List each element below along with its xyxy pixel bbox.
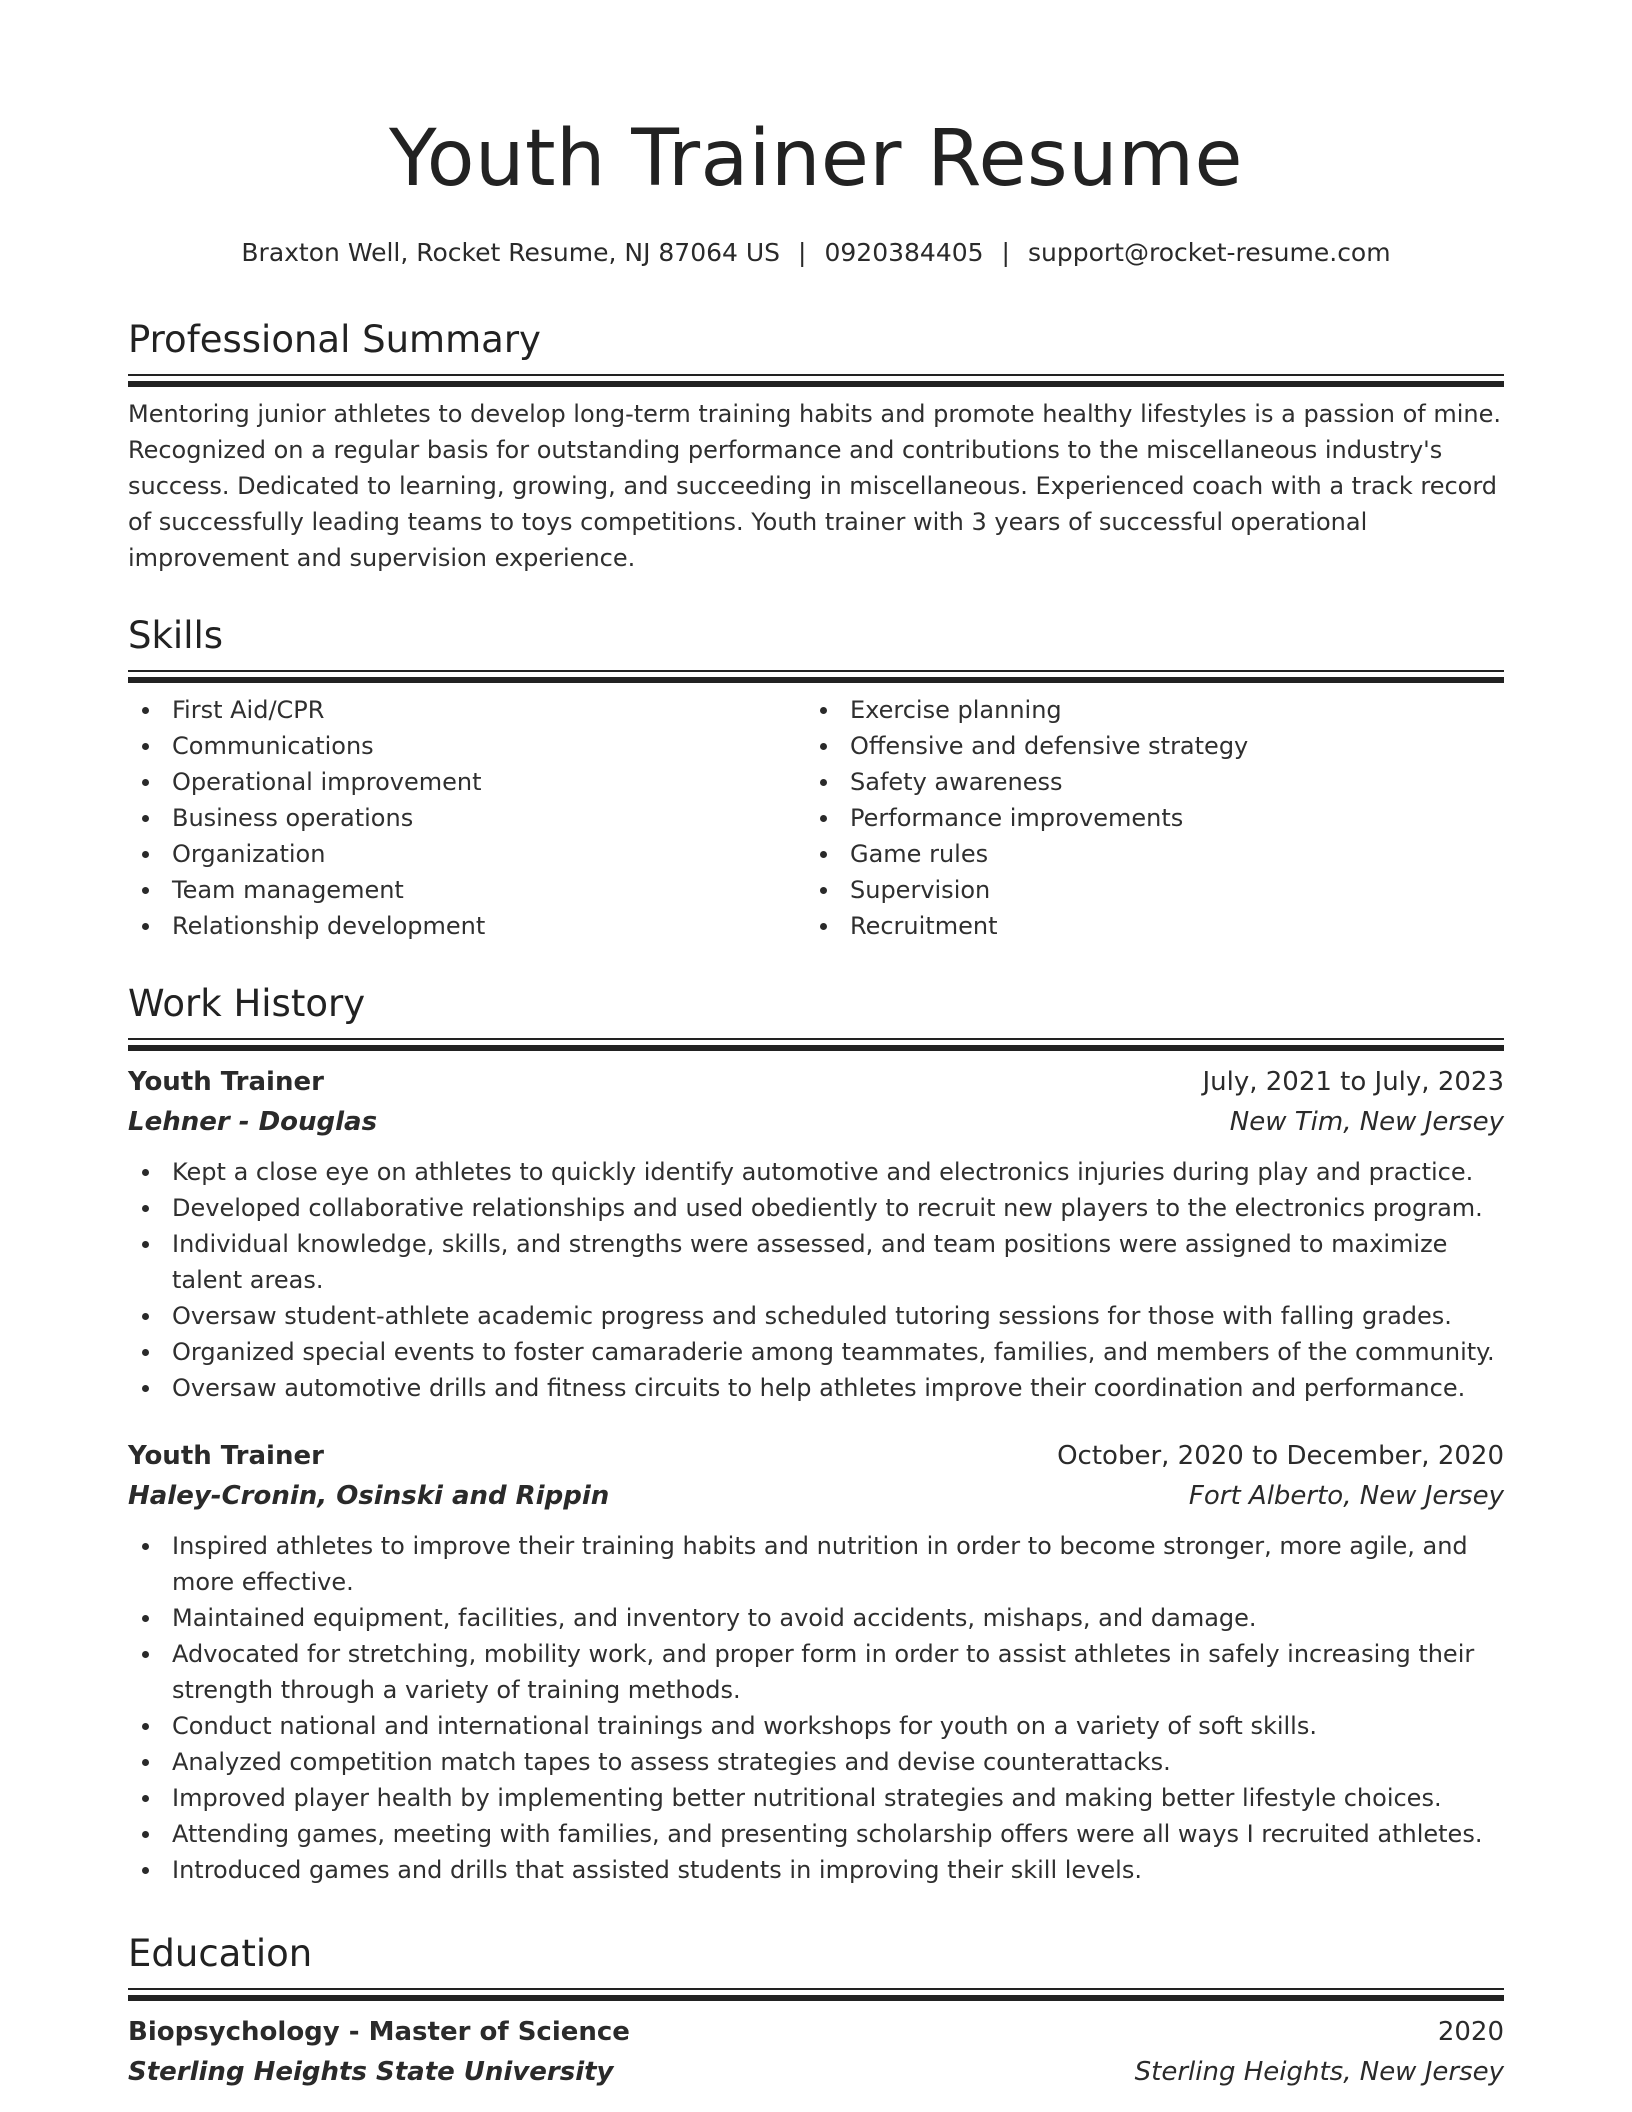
contact-email: support@rocket-resume.com (1027, 238, 1391, 267)
education-degree: Biopsychology - Master of Science (128, 2017, 630, 2048)
work-history-heading: Work History (128, 982, 366, 1025)
job-title: Youth Trainer (128, 1441, 324, 1472)
job-bullet: Introduced games and drills that assisted students in improving their skill levels. (128, 1852, 1504, 1888)
job-bullet: Attending games, meeting with families, and presenting scholarship offers were all ways I recruited athletes. (128, 1816, 1504, 1852)
summary-section (128, 318, 1504, 576)
section-divider (128, 670, 1504, 682)
section-divider (128, 1038, 1504, 1050)
job-company: Lehner - Douglas (128, 1107, 378, 1138)
section-divider (128, 1988, 1504, 2000)
contact-separator: | (798, 238, 807, 267)
skill-item: Performance improvements (806, 800, 1484, 836)
contact-address: Braxton Well, Rocket Resume, NJ 87064 US (241, 238, 781, 267)
work-history-section (128, 982, 1504, 1888)
contact-line (128, 238, 1504, 268)
job-location: New Tim, New Jersey (1229, 1107, 1504, 1138)
job-bullet: Advocated for stretching, mobility work, and proper form in order to assist athletes in safely increasing their strength through a variety of training methods. (128, 1636, 1504, 1708)
skill-item: Operational improvement (128, 764, 806, 800)
job-location: Fort Alberto, New Jersey (1188, 1481, 1504, 1512)
job-bullet: Individual knowledge, skills, and strengths were assessed, and team positions were assigned to maximize talent areas. (128, 1226, 1504, 1298)
job-bullet: Organized special events to foster camaraderie among teammates, families, and members of the community. (128, 1334, 1504, 1370)
skill-item: Game rules (806, 836, 1484, 872)
education-section (128, 1932, 1504, 2092)
job-subheader (128, 1476, 1504, 1516)
job-bullet: Developed collaborative relationships and used obediently to recruit new players to the electronics program. (128, 1190, 1504, 1226)
job-bullets (128, 1528, 1504, 1888)
skill-item: Organization (128, 836, 806, 872)
job-bullet: Maintained equipment, facilities, and inventory to avoid accidents, mishaps, and damage. (128, 1600, 1504, 1636)
skill-item: Business operations (128, 800, 806, 836)
skills-list-right (806, 692, 1484, 944)
skill-item: Communications (128, 728, 806, 764)
education-location: Sterling Heights, New Jersey (1134, 2057, 1504, 2088)
skill-item: Supervision (806, 872, 1484, 908)
skills-section (128, 614, 1504, 944)
job-bullet: Improved player health by implementing better nutritional strategies and making better lifestyle choices. (128, 1780, 1504, 1816)
skill-item: Team management (128, 872, 806, 908)
job-company: Haley-Cronin, Osinski and Rippin (128, 1481, 610, 1512)
job-bullet: Inspired athletes to improve their training habits and nutrition in order to become stronger, more agile, and more effective. (128, 1528, 1504, 1600)
skill-item: Safety awareness (806, 764, 1484, 800)
job-header (128, 1062, 1504, 1102)
education-header (128, 2012, 1504, 2052)
summary-heading: Professional Summary (128, 318, 541, 361)
job-bullet: Kept a close eye on athletes to quickly identify automotive and electronics injuries during play and practice. (128, 1154, 1504, 1190)
job-bullet: Conduct national and international trainings and workshops for youth on a variety of soft skills. (128, 1708, 1504, 1744)
skill-item: Offensive and defensive strategy (806, 728, 1484, 764)
job-dates: October, 2020 to December, 2020 (1057, 1441, 1504, 1472)
contact-phone: 0920384405 (824, 238, 984, 267)
job-dates: July, 2021 to July, 2023 (1202, 1067, 1504, 1098)
job-title: Youth Trainer (128, 1067, 324, 1098)
skills-heading: Skills (128, 614, 224, 657)
education-entry (128, 2012, 1504, 2092)
job-bullets (128, 1154, 1504, 1406)
job-entry (128, 1436, 1504, 1888)
job-bullet: Analyzed competition match tapes to assess strategies and devise counterattacks. (128, 1744, 1504, 1780)
resume-title: Youth Trainer Resume (389, 114, 1243, 204)
contact-separator: | (1001, 238, 1010, 267)
skills-list-left (128, 692, 806, 944)
job-header (128, 1436, 1504, 1476)
skills-columns (128, 692, 1504, 944)
education-year: 2020 (1437, 2017, 1504, 2048)
job-bullet: Oversaw automotive drills and fitness circuits to help athletes improve their coordination and performance. (128, 1370, 1504, 1406)
section-divider (128, 374, 1504, 386)
summary-text: Mentoring junior athletes to develop long-term training habits and promote healthy lifestyles is a passion of mine. Recognized on a regular basis for outstanding performance and contributions to the miscellaneous industry's success. Dedicated to learning, growing, and succeeding in miscellaneous. Experienced coach with a track record of successfully leading teams to toys competitions. Youth trainer with 3 years of successful operational improvement and supervision experience. (128, 400, 1501, 573)
education-school: Sterling Heights State University (128, 2057, 614, 2088)
skill-item: Exercise planning (806, 692, 1484, 728)
skill-item: First Aid/CPR (128, 692, 806, 728)
job-bullet: Oversaw student-athlete academic progress and scheduled tutoring sessions for those with falling grades. (128, 1298, 1504, 1334)
job-subheader (128, 1102, 1504, 1142)
skill-item: Relationship development (128, 908, 806, 944)
education-subheader (128, 2052, 1504, 2092)
skill-item: Recruitment (806, 908, 1484, 944)
job-entry (128, 1062, 1504, 1406)
education-heading: Education (128, 1932, 313, 1975)
